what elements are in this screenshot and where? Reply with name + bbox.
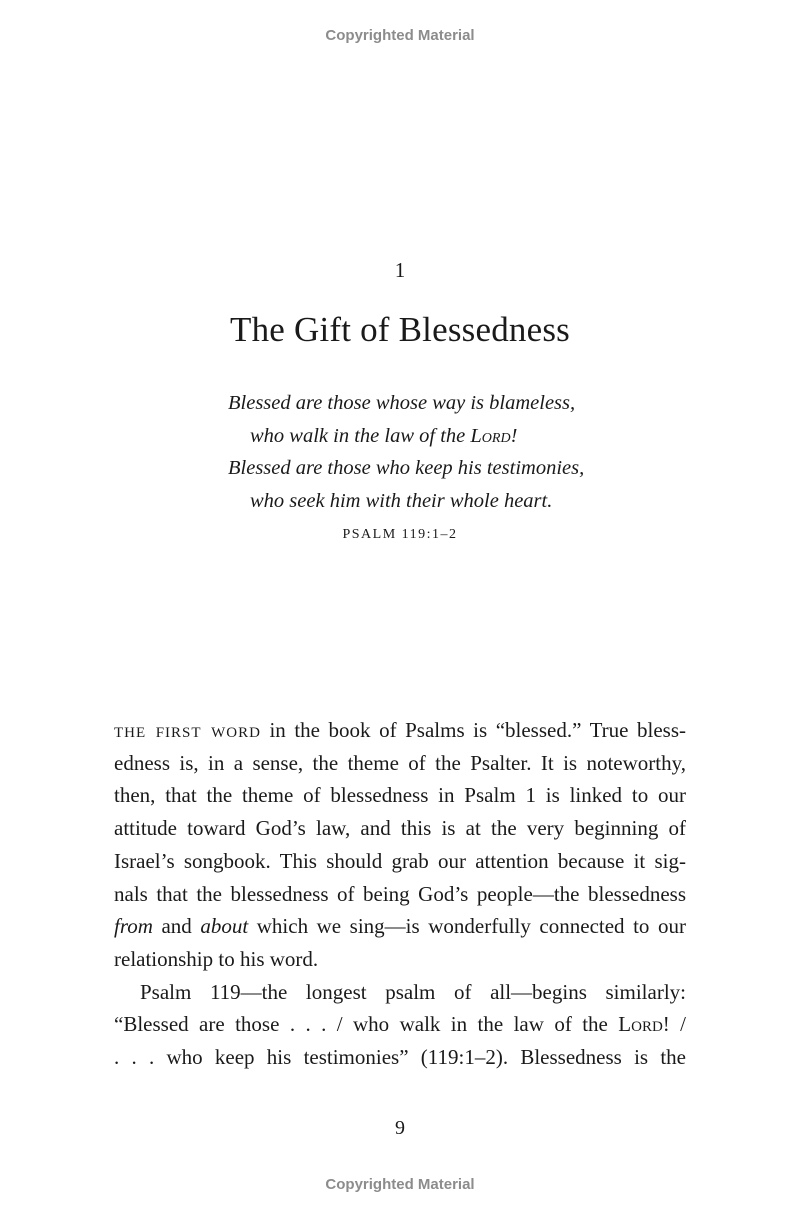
emphasis: about [200,914,249,939]
paragraph-1 [114,714,686,976]
text-line [114,1008,686,1041]
epigraph [228,387,608,517]
copyright-watermark-bottom: Copyrighted Material [325,1176,475,1193]
body-text [114,714,686,1074]
text-line: Psalm 119—the longest psalm of all—begins similarly: [140,979,686,1004]
text-line: . . . who keep his testimonies” (119:1–2). Blessedness is the [114,1045,686,1070]
text-span: which we sing—is wonderfully connected to our [248,914,686,939]
epigraph-punct: ! [510,424,518,447]
text-span: ! / [662,1012,687,1037]
text-span: in the book of Psalms is “blessed.” True bless- [260,718,686,742]
chapter-title: The Gift of Blessedness [230,310,570,349]
text-line: then, that the theme of blessedness in Psalm 1 is linked to our [114,783,686,808]
epigraph-attribution: PSALM 119:1–2 [342,527,458,542]
copyright-watermark-top: Copyrighted Material [325,27,475,44]
paragraph-2 [114,976,686,1074]
lord-small-caps: Lord [618,1012,663,1037]
epigraph-line: Blessed are those who keep his testimonies, [228,457,585,479]
text-line: attitude toward God’s law, and this is at the very beginning of [114,816,686,841]
text-span: “Blessed are those . . . / who walk in the law of the [114,1012,619,1037]
chapter-number: 1 [394,258,406,282]
epigraph-line: Blessed are those whose way is blameless, [228,392,576,414]
lead-in-small-caps: the first word [114,718,261,742]
text-line: Israel’s songbook. This should grab our attention because it sig- [114,848,686,873]
page-number: 9 [395,1117,405,1139]
lord-small-caps: Lord [470,424,511,447]
epigraph-text: who walk in the law of the [250,424,471,447]
emphasis: from [114,914,153,939]
epigraph-line [228,420,608,453]
epigraph-line: who seek him with their whole heart. [250,489,553,512]
text-line: edness is, in a sense, the theme of the Psalter. It is noteworthy, [114,750,686,775]
text-span: and [152,914,201,939]
text-line [114,714,686,747]
text-line [114,910,686,943]
text-line: relationship to his word. [114,946,319,971]
text-line: nals that the blessedness of being God’s people—the blessedness [114,881,686,906]
